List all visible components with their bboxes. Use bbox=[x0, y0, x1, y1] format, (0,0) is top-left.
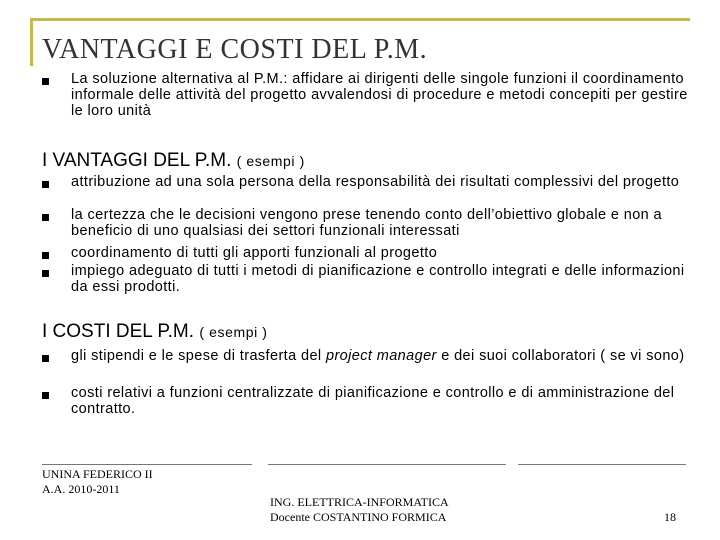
intro-paragraph: La soluzione alternativa al P.M.: affidare ai dirigenti delle singole funzioni il coordinamento informale delle attività del progetto avvalendosi di procedure e metodi concepiti per gestire le loro unità bbox=[71, 71, 688, 119]
bullet-icon bbox=[42, 214, 49, 221]
footer-center bbox=[270, 495, 449, 525]
costi-heading-text: I COSTI DEL P.M. bbox=[42, 321, 195, 342]
costi-item-1-text-a: gli stipendi e le spese di trasferta del bbox=[71, 348, 326, 364]
bullet-icon bbox=[42, 392, 49, 399]
bullet-icon bbox=[42, 270, 49, 277]
footer-divider-right bbox=[518, 464, 686, 465]
costi-item-1-emphasis: project manager bbox=[325, 348, 437, 364]
costi-heading bbox=[42, 321, 268, 343]
vantaggi-item-3: coordinamento di tutti gli apporti funzionali al progetto bbox=[71, 245, 438, 261]
footer-university: UNINA FEDERICO II bbox=[42, 467, 153, 481]
slide-title: VANTAGGI E COSTI DEL P.M. bbox=[42, 34, 428, 65]
footer-divider-left bbox=[42, 464, 252, 465]
vantaggi-item-4: impiego adeguato di tutti i metodi di pianificazione e controllo integrati e delle informazioni da essi prodotti. bbox=[71, 263, 685, 295]
costi-item-2: costi relativi a funzioni centralizzate di pianificazione e controllo e di amministrazione del contratto. bbox=[71, 385, 675, 417]
title-frame-horizontal bbox=[30, 18, 690, 21]
footer-course: ING. ELETTRICA-INFORMATICA bbox=[270, 495, 449, 509]
vantaggi-heading bbox=[42, 150, 305, 172]
costi-item-1 bbox=[71, 348, 701, 364]
costi-item-1-text-b: e dei suoi collaboratori ( se vi sono) bbox=[436, 348, 685, 364]
title-frame-vertical bbox=[30, 18, 33, 66]
bullet-icon bbox=[42, 181, 49, 188]
costi-heading-note: ( esempi ) bbox=[199, 324, 268, 340]
footer-divider-center bbox=[268, 464, 506, 465]
bullet-icon bbox=[42, 355, 49, 362]
footer-teacher: Docente COSTANTINO FORMICA bbox=[270, 510, 447, 524]
vantaggi-item-2: la certezza che le decisioni vengono prese tenendo conto dell’obiettivo globale e non a beneficio di uno qualsiasi dei settori funzionali interessati bbox=[71, 207, 663, 239]
footer-academic-year: A.A. 2010-2011 bbox=[42, 482, 120, 496]
vantaggi-heading-text: I VANTAGGI DEL P.M. bbox=[42, 150, 232, 171]
bullet-icon bbox=[42, 78, 49, 85]
vantaggi-item-1: attribuzione ad una sola persona della responsabilità dei risultati complessivi del progetto bbox=[71, 174, 680, 190]
bullet-icon bbox=[42, 252, 49, 259]
footer-left bbox=[42, 467, 153, 497]
vantaggi-heading-note: ( esempi ) bbox=[236, 153, 305, 169]
page-number: 18 bbox=[664, 510, 676, 524]
